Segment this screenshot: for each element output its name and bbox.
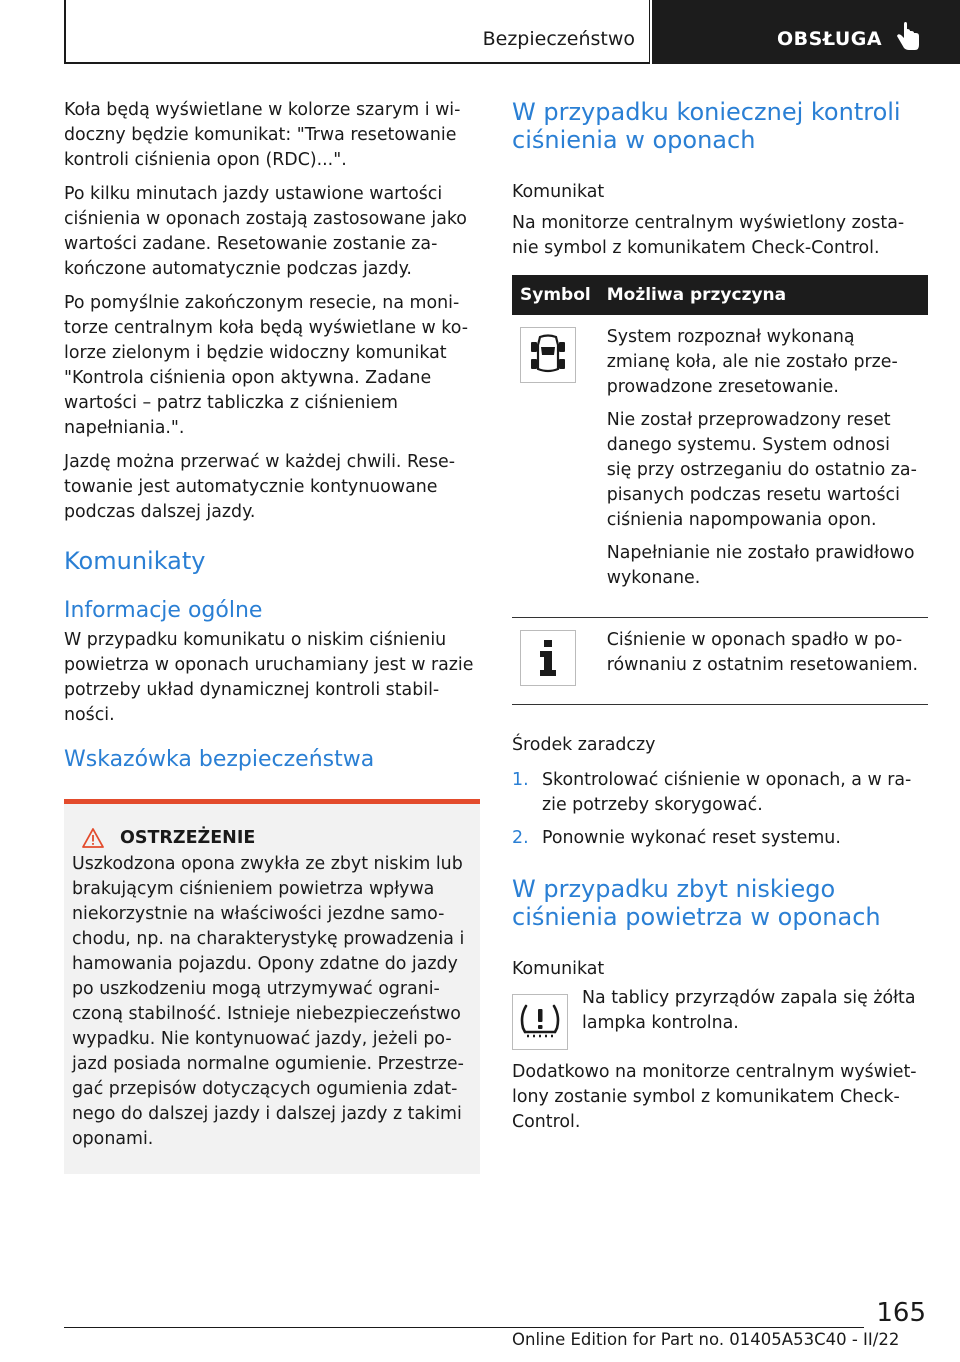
paragraph-wheels-grey: Koła będą wyświetlane w kolorze szarym i wi-doczny będzie komunikat: "Trwa resetowanie kontroli ciśnienia opon (RDC)...". — [64, 100, 461, 170]
cause-inflation: Napełnianie nie zostało prawidłowo wykonane. — [606, 543, 915, 588]
symbol-table — [512, 275, 928, 705]
heading-low-pressure: W przypadku zbyt niskiego ciśnienia powietrza w oponach — [512, 875, 881, 931]
warning-box — [64, 799, 480, 1174]
lamp-row — [512, 986, 928, 1050]
step-number: 1. — [512, 770, 529, 790]
table-cell-symbol — [512, 315, 599, 618]
table-cell-cause — [599, 315, 928, 618]
list-item — [512, 768, 928, 818]
subheading-remedy: Środek zaradczy — [512, 735, 656, 755]
subheading-message-2: Komunikat — [512, 959, 605, 979]
heading-komunikaty: Komunikaty — [64, 547, 206, 575]
footer-edition: Online Edition for Part no. 01405A53C40 - II/22 — [512, 1330, 900, 1349]
warning-title-row — [72, 828, 472, 848]
hand-pointer-icon — [895, 22, 921, 52]
warning-text: Uszkodzona opona zwykła ze zbyt niskim lub brakującym ciśnieniem powietrza wpływa niekorzystnie na właściwości jezdne samo-chodu, np. na charakterystykę prowadzenia i hamowania pojazdu. Opony zdatne do jazdy po uszkodzeniu mogą utrzymywać ograni-czoną stabilność. Istnieje niebezpieczeństwo wypadku. Nie kontynuować jazdy, jeżeli po-jazd posiada normalne ogumienie. Przestrze-gać przepisów dotyczących ogumienia zdat-nego do dalszej jazdy i dalszej jazdy z takimi oponami. — [72, 854, 465, 1149]
left-column — [64, 98, 480, 1174]
heading-general-info: Informacje ogólne — [64, 598, 263, 623]
heading-pressure-check: W przypadku koniecznej kontroli ciśnienia w oponach — [512, 98, 901, 154]
paragraph-interrupt: Jazdę można przerwać w każdej chwili. Rese-towanie jest automatycznie kontynuowane podczas dalszej jazdy. — [64, 452, 456, 522]
header-chapter-box — [652, 0, 960, 64]
paragraph-values-applied: Po kilku minutach jazdy ustawione wartości ciśnienia w oponach zostają zastosowane jako wartości zadane. Resetowanie zostanie za-kończone automatycznie podczas jazdy. — [64, 184, 467, 279]
info-icon — [520, 630, 576, 686]
subheading-message: Komunikat — [512, 182, 605, 202]
footer-divider — [64, 1327, 864, 1328]
table-cell-symbol — [512, 618, 599, 705]
step-text: Skontrolować ciśnienie w oponach, a w ra-zie potrzeby skorygować. — [542, 770, 912, 815]
paragraph-yellow-lamp: Na tablicy przyrządów zapala się żółta lampka kontrolna. — [582, 988, 916, 1033]
page-number: 165 — [876, 1298, 926, 1328]
car-tires-icon — [520, 327, 576, 383]
tire-pressure-warning-icon — [512, 994, 568, 1050]
cause-pressure-drop: Ciśnienie w oponach spadło w po-równaniu z ostatnim resetowaniem. — [606, 630, 918, 675]
warning-title: OSTRZEŻENIE — [120, 828, 256, 848]
column-header-symbol: Symbol — [512, 275, 599, 315]
warning-triangle-icon — [82, 828, 104, 848]
header-section-box — [64, 0, 650, 64]
paragraph-monitor-symbol: Na monitorze centralnym wyświetlony zosta-nie symbol z komunikatem Check-Control. — [512, 213, 905, 258]
remedy-steps — [512, 768, 928, 851]
table-row — [512, 315, 928, 618]
table-cell-cause — [599, 618, 928, 705]
paragraph-additional-symbol: Dodatkowo na monitorze centralnym wyświet-lony zostanie symbol z komunikatem Check-Control. — [512, 1062, 917, 1132]
table-row — [512, 618, 928, 705]
right-column — [512, 98, 928, 1144]
list-item — [512, 826, 928, 851]
step-number: 2. — [512, 828, 529, 848]
cause-no-reset: Nie został przeprowadzony reset danego systemu. System odnosi się przy ostrzeganiu do ostatnio za-pisanych podczas resetu wartości ciśnienia napompowania opon. — [606, 410, 917, 530]
paragraph-reset-success: Po pomyślnie zakończonym resecie, na moni-torze centralnym koła będą wyświetlane w ko-lorze zielonym i będzie widoczny komunikat "Kontrola ciśnienia opon aktywna. Zadane wartości – patrz tabliczka z ciśnieniem napełniania.". — [64, 293, 468, 438]
paragraph-general-info: W przypadku komunikatu o niskim ciśnieniu powietrza w oponach uruchamiany jest w razie potrzeby układ dynamicznej kontroli stabil-ności. — [64, 630, 474, 725]
column-header-cause: Możliwa przyczyna — [599, 275, 928, 315]
step-text: Ponownie wykonać reset systemu. — [542, 828, 841, 848]
symbol-table-header — [512, 275, 928, 315]
heading-safety-note: Wskazówka bezpieczeństwa — [64, 747, 375, 772]
header-chapter-title: OBSŁUGA — [777, 28, 883, 50]
header-section-title: Bezpieczeństwo — [482, 28, 635, 50]
cause-wheel-change: System rozpoznał wykonaną zmianę koła, ale nie zostało prze-prowadzone zresetowanie. — [606, 327, 898, 397]
